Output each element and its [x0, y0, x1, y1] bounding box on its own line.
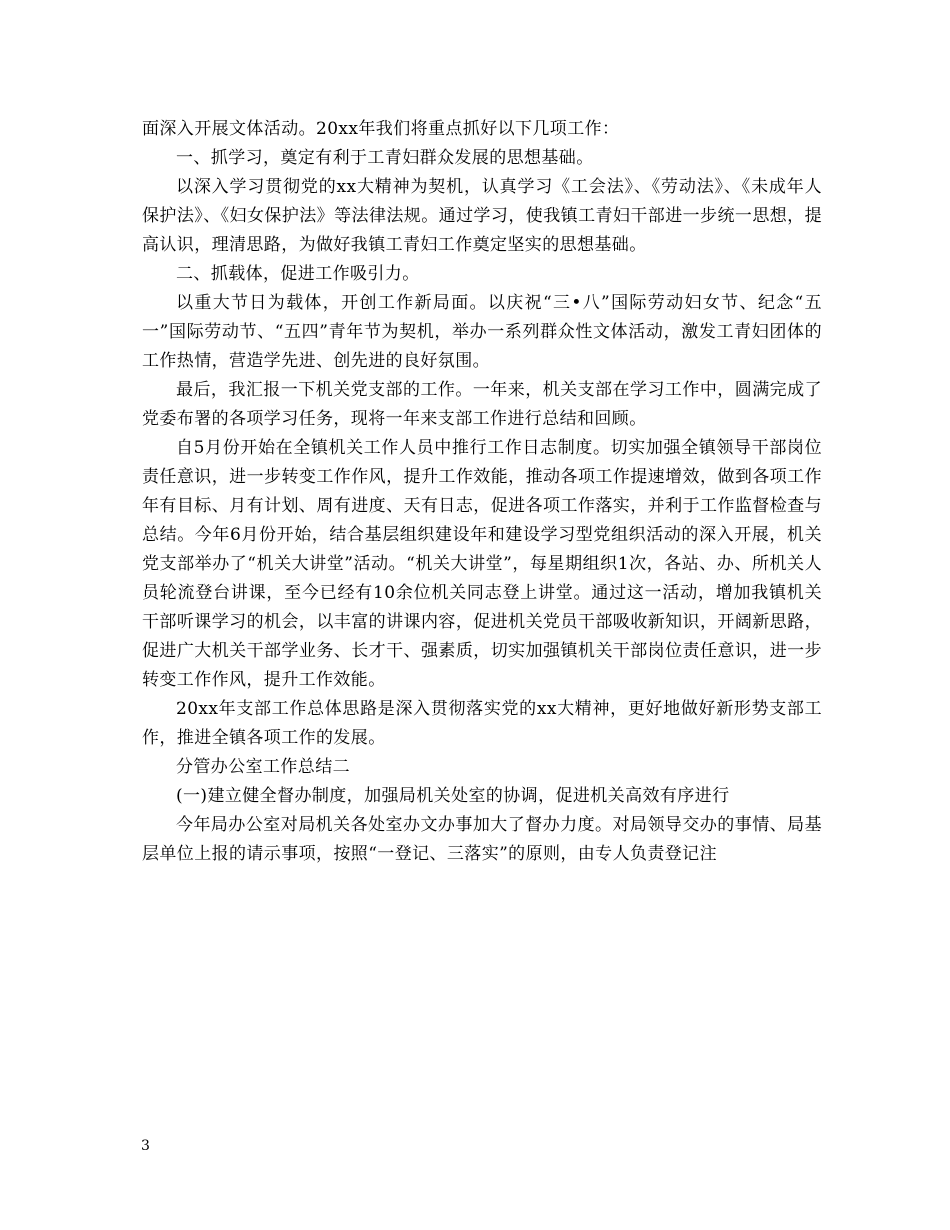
paragraph-study-laws: 以深入学习贯彻党的xx大精神为契机，认真学习《工会法》、《劳动法》、《未成年人保护法》、《妇女保护法》等法律法规。通过学习，使我镇工青妇干部进一步统一思想，提高认识，理清思路，为做好我镇工青妇工作奠定坚实的思想基础。 — [142, 177, 822, 255]
paragraph-party-branch-report: 最后，我汇报一下机关党支部的工作。一年来，机关支部在学习工作中，圆满完成了党委布署的各项学习任务，现将一年来支部工作进行总结和回顾。 — [142, 380, 822, 429]
document-body — [142, 115, 822, 869]
heading-supervision-system: (一)建立健全督办制度，加强局机关处室的协调，促进机关高效有序进行 — [176, 786, 730, 806]
paragraph-office-supervision: 今年局办公室对局机关各处室办文办事加大了督办力度。对局领导交办的事情、局基层单位上报的请示事项，按照“一登记、三落实”的原则，由专人负责登记注 — [142, 815, 822, 864]
paragraph-overall-approach: 20xx年支部工作总体思路是深入贯彻落实党的xx大精神，更好地做好新形势支部工作，推进全镇各项工作的发展。 — [142, 699, 822, 748]
paragraph-intro-continuation: 面深入开展文体活动。20xx年我们将重点抓好以下几项工作： — [142, 119, 620, 139]
page-number: 3 — [141, 1138, 150, 1154]
section-title-summary-two: 分管办公室工作总结二 — [176, 757, 350, 777]
heading-item-two: 二、抓载体，促进工作吸引力。 — [176, 264, 420, 284]
paragraph-work-log-system: 自5月份开始在全镇机关工作人员中推行工作日志制度。切实加强全镇领导干部岗位责任意识，进一步转变工作作风，提升工作效能，推动各项工作提速增效，做到各项工作年有目标、月有计划、周有进度、天有日志，促进各项工作落实，并利于工作监督检查与总结。今年6月份开始，结合基层组织建设年和建设学习型党组织活动的深入开展，机关党支部举办了“机关大讲堂”活动。“机关大讲堂”，每星期组织1次，各站、办、所机关人员轮流登台讲课，至今已经有10余位机关同志登上讲堂。通过这一活动，增加我镇机关干部听课学习的机会，以丰富的讲课内容，促进机关党员干部吸收新知识，开阔新思路，促进广大机关干部学业务、长才干、强素质，切实加强镇机关干部岗位责任意识，进一步转变工作作风，提升工作效能。 — [142, 438, 822, 690]
paragraph-festivals: 以重大节日为载体，开创工作新局面。以庆祝“三•八”国际劳动妇女节、纪念“五一”国际劳动节、“五四”青年节为契机，举办一系列群众性文体活动，激发工青妇团体的工作热情，营造学先进、创先进的良好氛围。 — [142, 293, 822, 371]
heading-item-one: 一、抓学习，奠定有利于工青妇群众发展的思想基础。 — [176, 148, 594, 168]
